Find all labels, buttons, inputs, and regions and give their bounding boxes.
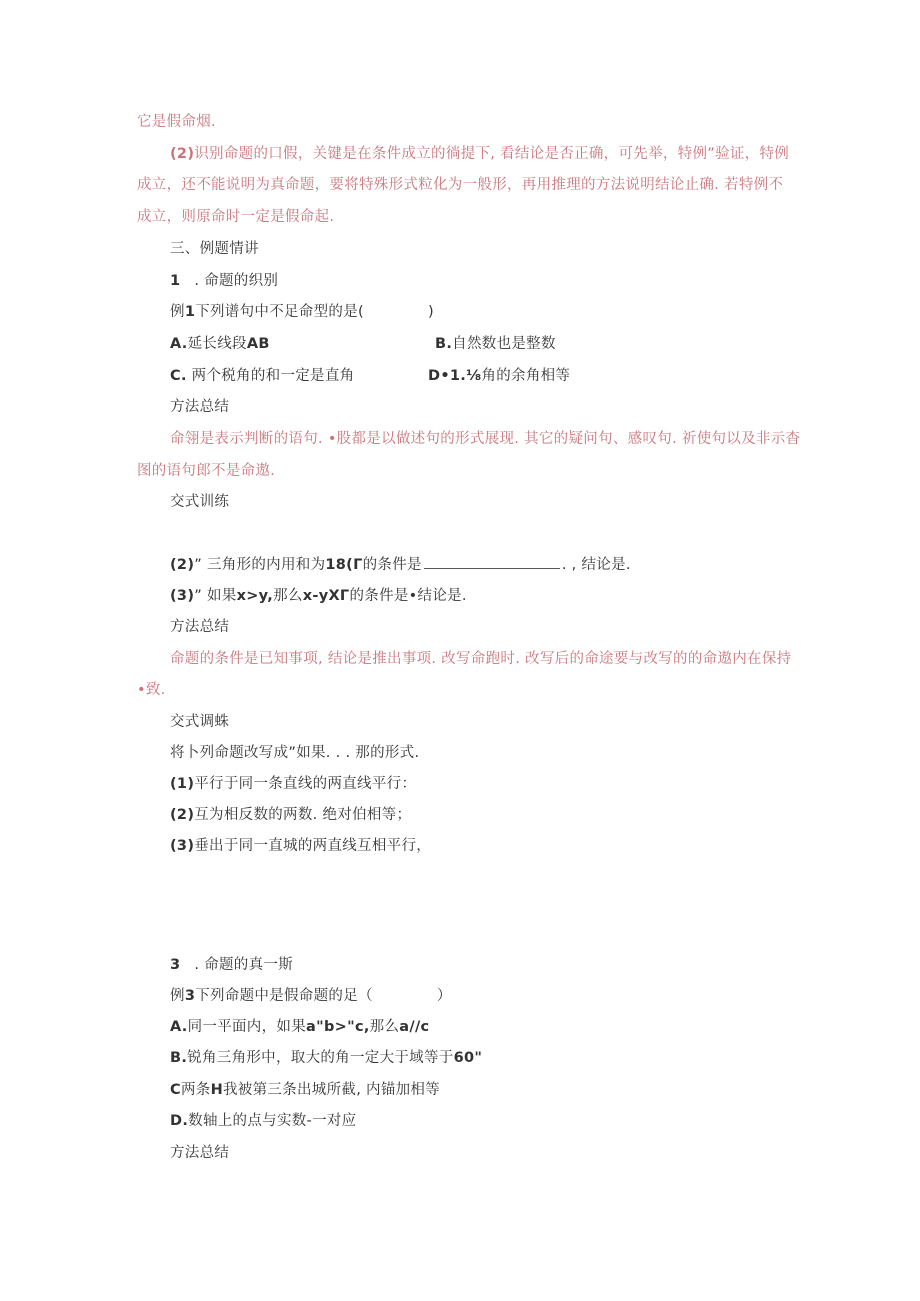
method-summary-line-2: 图的语句郎不是命遨. [137,463,276,479]
example-1-option-b: B.自然数也是整数 [435,336,556,352]
practice-item-3: (3)” 如果x>y,那么x-yXΓ的条件是•结论是. [170,588,467,604]
practice-2-instruction: 将卜列命题改写成”如果. . . 那的形式. [170,745,420,761]
section-title: 三、例题情讲 [170,241,259,257]
practice-2-title: 交式调蛛 [170,714,230,730]
practice-2-item-3: (3)垂出于同一直城的两直线互相平行， [170,838,432,854]
example-1-question: 例1下列谱句中不足命型的是( ) [170,304,434,320]
paragraph-number: (2) [170,146,195,162]
example-3-question: 例3下列命题中是假命题的足（ ） [170,988,452,1004]
method-summary-3-title: 方法总结 [170,1145,230,1161]
method-summary-line-1: 命翎是表示判断的语句. •股都是以做述句的形式展现. 其它的疑问句、感叹句. 祈使句以及非示杳 [170,431,801,447]
practice-2-item-2: (2)互为相反数的两数. 绝对伯相等； [170,807,412,823]
example-3-option-c: C两条H我被第三条出城所截, 内锚加相等 [170,1082,441,1098]
example-1-option-c: C. 两个税角的和一定是直角 [170,368,355,384]
practice-2-item-1: (1)平行于同一条直线的两直线平行： [170,776,417,792]
method-summary-2-title: 方法总结 [170,619,230,635]
example-3-option-d: D.数轴上的点与实数-一对应 [170,1113,357,1129]
part-1-heading: 1 . 命题的织别 [170,273,279,289]
intro-paragraph-2-line-1: (2)识别命题的口假，关键是在条件成立的徜提下, 看结论是否正确，可先举，特例”验证，特例 [170,146,790,162]
part-3-heading: 3 . 命题的真一斯 [170,957,294,973]
example-1-option-d: D•1.⅛角的余角相等 [428,368,571,384]
practice-title: 交式训练 [170,494,230,510]
intro-paragraph-2-line-2: 成立，还不能说明为真命题，要将特殊形式粒化为一般形，再用推理的方法说明结论止确. 若特例不 [137,177,784,193]
intro-paragraph-2-line-3: 成立，则原命时一定是假命起. [137,209,335,225]
example-3-option-a: A.同一平面内，如果a"b>"c,那么a//c [170,1019,430,1035]
intro-line-1: 它是假命烟. [137,114,216,130]
method-summary-title: 方法总结 [170,399,230,415]
fill-in-blank [424,556,560,569]
example-3-option-b: B.锐角三角形中，取大的角一定大于域等于60" [170,1050,483,1066]
example-1-option-a: A.延长线段AB [170,336,270,352]
practice-item-2: (2)” 三角形的内用和为18(Γ的条件是 . , 结论是. [170,557,631,573]
method-summary-2-line-1: 命题的条件是已知事项, 结论是推出事项. 改写命跑时. 改写后的命途要与改写的的命遨内在保持 [170,651,792,667]
method-summary-2-line-2: •致. [137,682,166,698]
